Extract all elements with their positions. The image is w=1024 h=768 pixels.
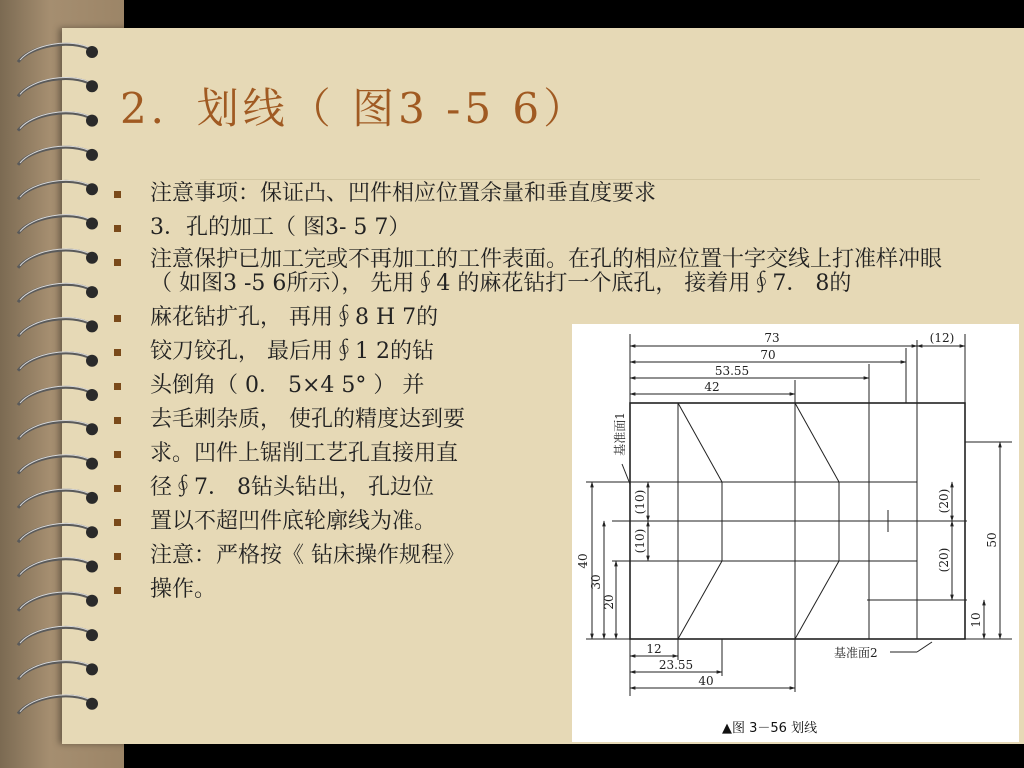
spiral-ring	[18, 216, 92, 234]
spiral-ring	[18, 422, 92, 440]
bullet-item	[110, 214, 970, 242]
marking-line	[678, 561, 722, 639]
dim-label: (12)	[929, 331, 955, 345]
marking-line	[795, 561, 839, 639]
bullet-icon	[114, 383, 121, 390]
bullet-text: 3．孔的加工（ 图3- 5 7）	[150, 215, 411, 240]
dim-label: 20	[602, 594, 616, 610]
spiral-ring	[18, 181, 92, 199]
bullet-icon	[114, 417, 121, 424]
bullet-icon	[114, 191, 121, 198]
binder-hole	[86, 698, 98, 710]
spiral-ring	[18, 593, 92, 611]
spiral-ring	[18, 696, 92, 714]
bullet-item	[110, 338, 570, 366]
dim-label: 40	[576, 553, 590, 569]
binder-hole	[86, 286, 98, 298]
binder-hole	[86, 458, 98, 470]
bullet-icon	[114, 225, 121, 232]
bullet-text: 径∮7． 8钻头钻出， 孔边位	[150, 475, 434, 500]
binder-hole	[86, 218, 98, 230]
bullet-item	[110, 248, 950, 296]
dim-label: (10)	[633, 489, 647, 515]
spiral-ring	[18, 147, 92, 165]
dim-label: 30	[589, 574, 603, 590]
bullet-item	[110, 542, 570, 570]
spiral-ring	[18, 250, 92, 268]
dim-label: 73	[764, 331, 780, 345]
bullet-text: 求。凹件上锯削工艺孔直接用直	[150, 441, 459, 466]
bullet-text: 置以不超凹件底轮廓线为准。	[150, 509, 437, 534]
spiral-ring	[18, 662, 92, 680]
binder-hole	[86, 389, 98, 401]
bullet-item	[110, 372, 570, 400]
dim-label: 42	[704, 380, 720, 394]
bullet-icon	[114, 485, 121, 492]
spiral-ring	[18, 524, 92, 542]
bullet-icon	[114, 259, 121, 266]
bullet-item	[110, 576, 570, 604]
bullet-icon	[114, 349, 121, 356]
dim-label: 12	[646, 642, 662, 656]
dim-label: (20)	[937, 488, 951, 514]
bullet-icon	[114, 451, 121, 458]
datum-1-label: 基准面1	[613, 412, 627, 456]
binder-hole	[86, 46, 98, 58]
spiral-ring	[18, 387, 92, 405]
figure-panel	[572, 324, 1019, 742]
binder-hole	[86, 629, 98, 641]
spiral-ring	[18, 113, 92, 131]
binder-hole	[86, 80, 98, 92]
binder-hole	[86, 183, 98, 195]
dim-label: 50	[985, 532, 999, 548]
bullet-item	[110, 440, 570, 468]
binder-hole	[86, 252, 98, 264]
binder-hole	[86, 595, 98, 607]
binder-hole	[86, 492, 98, 504]
spiral-ring	[18, 456, 92, 474]
dim-label: (10)	[633, 528, 647, 554]
bullet-text: 注意：严格按《 钻床操作规程》	[150, 543, 465, 568]
spiral-ring	[18, 79, 92, 97]
slide-title: 2．划线（ 图3 -5 6）	[120, 84, 590, 133]
bullet-icon	[114, 587, 121, 594]
bullet-text: 麻花钻扩孔， 再用∮8 H 7的	[150, 305, 439, 330]
bullet-text: 注意保护已加工完或不再加工的工件表面。在孔的相应位置十字交线上打准样冲眼（ 如图3 -5 6所示）， 先用∮4 的麻花钻打一个底孔， 接着用∮7． 8的	[150, 247, 943, 296]
binder-hole	[86, 355, 98, 367]
dim-label: 40	[698, 674, 714, 688]
dim-label: 10	[969, 612, 983, 628]
spiral-ring	[18, 559, 92, 577]
binder-hole	[86, 423, 98, 435]
bullet-icon	[114, 553, 121, 560]
bullet-icon	[114, 315, 121, 322]
bullet-item	[110, 304, 570, 332]
bullet-item	[110, 474, 570, 502]
binder-hole	[86, 526, 98, 538]
bullet-item	[110, 508, 570, 536]
marking-line	[795, 403, 839, 482]
spiral-ring	[18, 627, 92, 645]
bullet-text: 头倒角（ 0． 5×4 5° ） 并	[150, 373, 425, 398]
spiral-ring	[18, 353, 92, 371]
bullet-text: 操作。	[150, 577, 217, 602]
bullet-text: 注意事项：保证凸、凹件相应位置余量和垂直度要求	[150, 181, 657, 206]
bullet-item	[110, 406, 570, 434]
spiral-ring	[18, 319, 92, 337]
bullet-text: 铰刀铰孔， 最后用∮1 2的钻	[150, 339, 434, 364]
binder-hole	[86, 149, 98, 161]
datum-2-label: 基准面2	[834, 646, 878, 660]
figure-caption: ▲图 3－56 划线	[722, 721, 818, 736]
spiral-binding	[0, 0, 110, 768]
binder-hole	[86, 115, 98, 127]
dim-label: (20)	[937, 547, 951, 573]
spiral-ring	[18, 44, 92, 62]
bullet-text: 去毛刺杂质， 使孔的精度达到要	[150, 407, 465, 432]
binder-hole	[86, 561, 98, 573]
bullet-icon	[114, 519, 121, 526]
marking-drawing	[572, 324, 1019, 742]
dim-label: 53.55	[714, 364, 750, 378]
spiral-ring	[18, 284, 92, 302]
spiral-ring	[18, 490, 92, 508]
dim-label: 70	[760, 348, 776, 362]
dim-label: 23.55	[658, 658, 694, 672]
bullet-item	[110, 180, 970, 208]
binder-hole	[86, 663, 98, 675]
binder-hole	[86, 320, 98, 332]
marking-line	[678, 403, 722, 482]
